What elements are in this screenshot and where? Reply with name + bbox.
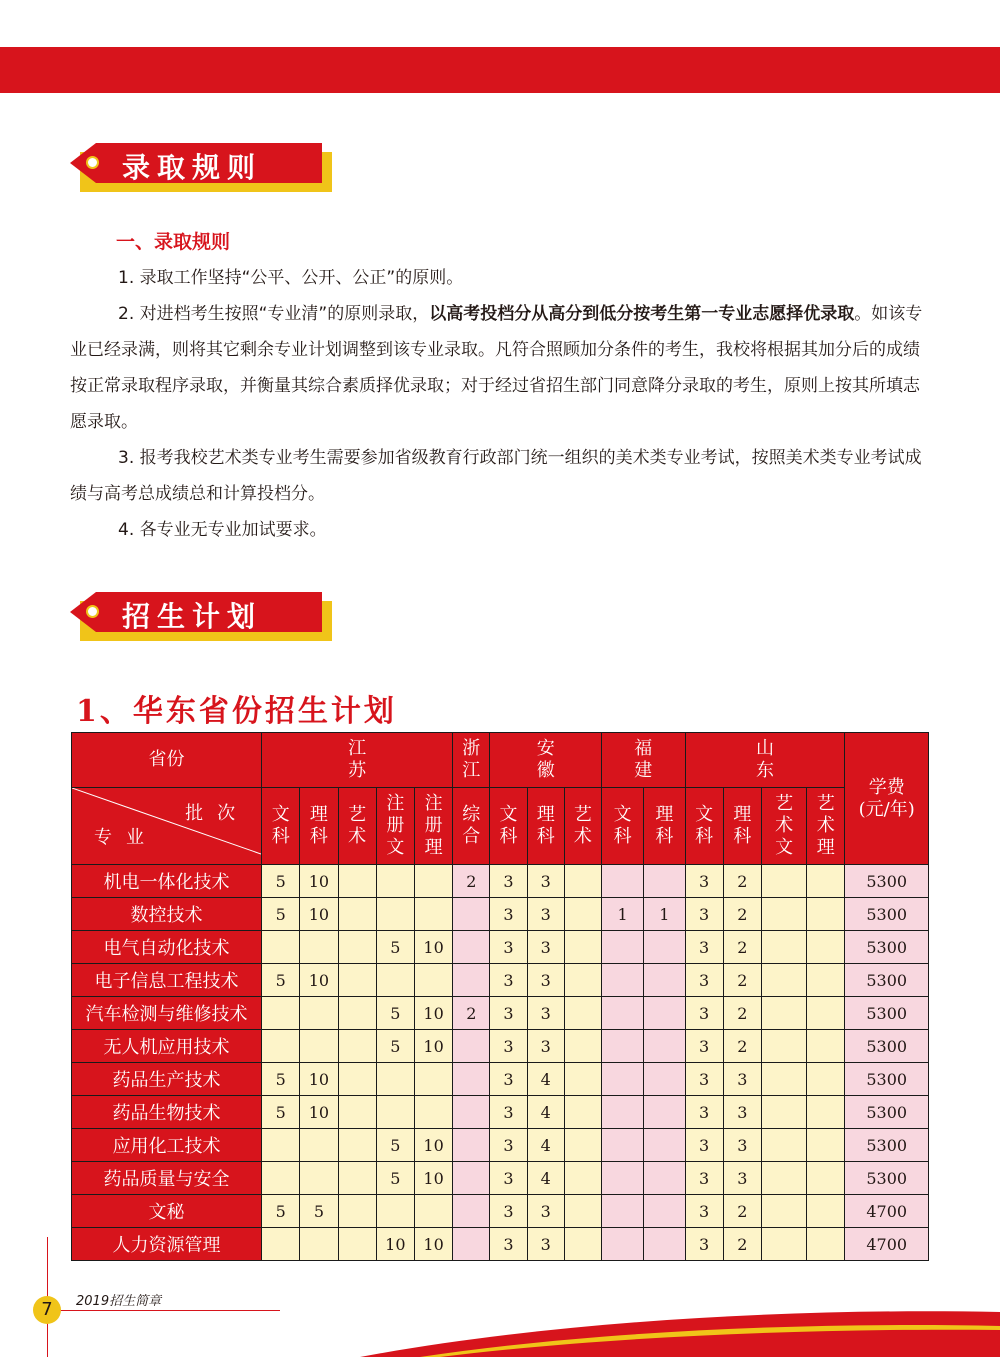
quota-cell [644,1096,685,1129]
quota-cell [564,964,601,997]
table-row [72,1096,929,1129]
quota-cell [414,1063,452,1096]
quota-cell [453,931,490,964]
quota-cell [761,1162,806,1195]
header-batch-major [72,788,262,865]
table-row [72,1228,929,1261]
quota-cell: 5 [262,898,300,931]
quota-cell: 3 [490,1162,527,1195]
table-row [72,865,929,898]
quota-cell [376,865,414,898]
quota-cell: 5 [262,964,300,997]
quota-cell [644,931,685,964]
quota-cell [564,1030,601,1063]
quota-cell [338,1228,376,1261]
quota-cell [262,931,300,964]
quota-cell [453,1030,490,1063]
section-title-rules: 录取规则 [122,151,263,184]
header-column: 文 科 [602,788,644,865]
quota-cell [376,964,414,997]
header-column: 艺 术 理 [807,788,845,865]
header-province-fujian: 福 建 [602,733,685,788]
quota-cell: 3 [527,865,564,898]
rules-paragraph-2: 2. 对进档考生按照“专业清”的原则录取，以高考投档分从高分到低分按考生第一专业志愿择优录取。如该专业已经录满，则将其它剩余专业计划调整到该专业录取。凡符合照顾加分条件的考生，我校将根据其加分后的成绩按正常录取程序录取，并衡量其综合素质择优录取；对于经过省招生部门同意降分录取的考生，原则上按其所填志愿录取。 [70,304,923,432]
quota-cell [376,898,414,931]
quota-cell: 3 [685,1228,723,1261]
quota-cell: 5 [262,865,300,898]
quota-cell: 3 [685,1030,723,1063]
quota-cell: 3 [490,964,527,997]
quota-cell: 4 [527,1129,564,1162]
quota-cell: 3 [685,931,723,964]
quota-cell [602,1063,644,1096]
major-name: 机电一体化技术 [72,865,262,898]
quota-cell [602,1096,644,1129]
quota-cell [376,1063,414,1096]
quota-cell [761,1228,806,1261]
quota-cell [262,1162,300,1195]
quota-cell [300,931,338,964]
quota-cell [761,865,806,898]
table-row [72,1195,929,1228]
quota-cell [262,1030,300,1063]
quota-cell: 2 [453,997,490,1030]
quota-cell [564,1129,601,1162]
quota-cell [602,865,644,898]
quota-cell: 3 [685,1129,723,1162]
footer-swoosh [0,1300,1000,1357]
quota-cell: 3 [527,898,564,931]
major-name: 文秘 [72,1195,262,1228]
quota-cell [644,997,685,1030]
fee-cell: 5300 [845,865,929,898]
major-name: 汽车检测与维修技术 [72,997,262,1030]
rules-paragraph-4: 4. 各专业无专业加试要求。 [118,520,327,540]
quota-cell [761,964,806,997]
quota-cell [602,1195,644,1228]
quota-cell [453,898,490,931]
quota-cell: 10 [414,997,452,1030]
quota-cell: 10 [300,898,338,931]
quota-cell [807,1228,845,1261]
plan-heading: 1、华东省份招生计划 [76,694,397,729]
quota-cell [414,1096,452,1129]
quota-cell [300,1162,338,1195]
quota-cell: 3 [490,898,527,931]
header-column: 综 合 [453,788,490,865]
quota-cell: 5 [376,1162,414,1195]
quota-cell: 2 [723,931,761,964]
quota-cell [807,1096,845,1129]
quota-cell [564,1228,601,1261]
quota-cell [602,931,644,964]
header-column: 艺 术 [338,788,376,865]
quota-cell: 2 [723,997,761,1030]
quota-cell: 3 [527,1195,564,1228]
quota-cell [453,1195,490,1228]
quota-cell: 5 [262,1096,300,1129]
quota-cell [262,997,300,1030]
quota-cell: 3 [723,1129,761,1162]
major-name: 数控技术 [72,898,262,931]
quota-cell [761,1063,806,1096]
quota-cell: 3 [685,865,723,898]
quota-cell [262,1228,300,1261]
quota-cell: 3 [685,997,723,1030]
header-column: 注 册 理 [414,788,452,865]
quota-cell: 3 [685,1063,723,1096]
quota-cell [602,997,644,1030]
quota-cell: 10 [414,1162,452,1195]
quota-cell: 2 [723,1030,761,1063]
quota-cell [602,964,644,997]
quota-cell [414,898,452,931]
quota-cell [807,898,845,931]
header-province-jiangsu: 江 苏 [262,733,453,788]
fee-cell: 5300 [845,1162,929,1195]
section-banner-plan [70,592,332,636]
quota-cell: 3 [490,1063,527,1096]
fee-cell: 5300 [845,964,929,997]
quota-cell [761,931,806,964]
fee-cell: 4700 [845,1228,929,1261]
quota-cell [564,931,601,964]
quota-cell [644,1030,685,1063]
quota-cell: 2 [723,898,761,931]
quota-cell [761,1030,806,1063]
quota-cell [807,1129,845,1162]
quota-cell [453,1228,490,1261]
quota-cell [338,898,376,931]
quota-cell: 5 [262,1063,300,1096]
header-province: 省份 [72,733,262,788]
quota-cell: 5 [376,997,414,1030]
quota-cell [602,1228,644,1261]
quota-cell: 3 [490,931,527,964]
quota-cell [761,1096,806,1129]
quota-cell: 5 [300,1195,338,1228]
quota-cell: 3 [685,964,723,997]
quota-cell: 4 [527,1162,564,1195]
major-name: 药品生产技术 [72,1063,262,1096]
quota-cell: 10 [376,1228,414,1261]
quota-cell: 10 [414,931,452,964]
quota-cell: 5 [376,931,414,964]
quota-cell [644,1162,685,1195]
fee-cell: 4700 [845,1195,929,1228]
header-batch: 批次 [185,803,250,824]
quota-cell [564,1195,601,1228]
header-column: 艺 术 [564,788,601,865]
header-column: 理 科 [644,788,685,865]
fee-cell: 5300 [845,1096,929,1129]
header-province-shandong: 山 东 [685,733,845,788]
bullet-dot-icon [86,156,99,169]
quota-cell [300,1129,338,1162]
header-major: 专业 [94,827,158,848]
quota-cell: 10 [414,1129,452,1162]
quota-cell: 3 [723,1162,761,1195]
quota-cell: 5 [262,1195,300,1228]
quota-cell [300,997,338,1030]
quota-cell: 2 [723,1228,761,1261]
quota-cell [338,1096,376,1129]
quota-cell [338,1063,376,1096]
quota-cell: 3 [490,1030,527,1063]
quota-cell [564,1162,601,1195]
quota-cell [564,865,601,898]
quota-cell [602,1162,644,1195]
table-row [72,964,929,997]
quota-cell [602,1030,644,1063]
major-name: 电子信息工程技术 [72,964,262,997]
major-name: 无人机应用技术 [72,1030,262,1063]
table-row [72,1030,929,1063]
quota-cell [338,865,376,898]
fee-cell: 5300 [845,1063,929,1096]
quota-cell: 3 [527,1228,564,1261]
enrollment-plan-table [71,732,929,1261]
rules-paragraph-3: 3. 报考我校艺术类专业考生需要参加省级教育行政部门统一组织的美术类专业考试，按照美术类专业考试成绩与高考总成绩总和计算投档分。 [70,448,922,504]
quota-cell: 3 [490,997,527,1030]
quota-cell [414,1195,452,1228]
quota-cell [338,964,376,997]
quota-cell: 3 [527,997,564,1030]
quota-cell: 3 [490,1129,527,1162]
fee-cell: 5300 [845,931,929,964]
quota-cell: 3 [490,1228,527,1261]
quota-cell: 3 [685,1162,723,1195]
table-row [72,997,929,1030]
header-column: 文 科 [262,788,300,865]
quota-cell: 10 [300,964,338,997]
quota-cell: 3 [527,1030,564,1063]
header-column: 理 科 [300,788,338,865]
header-column: 理 科 [527,788,564,865]
quota-cell [453,1063,490,1096]
quota-cell: 10 [300,865,338,898]
header-column: 文 科 [490,788,527,865]
header-column: 艺 术 文 [761,788,806,865]
quota-cell: 2 [723,865,761,898]
quota-cell: 1 [602,898,644,931]
quota-cell: 3 [685,898,723,931]
quota-cell [453,964,490,997]
quota-cell: 3 [527,964,564,997]
quota-cell: 10 [414,1228,452,1261]
quota-cell [300,1228,338,1261]
quota-cell [564,898,601,931]
major-name: 药品生物技术 [72,1096,262,1129]
fee-cell: 5300 [845,898,929,931]
quota-cell [338,997,376,1030]
section-title-plan: 招生计划 [122,600,263,633]
table-row [72,1063,929,1096]
quota-cell [338,1129,376,1162]
quota-cell: 5 [376,1129,414,1162]
quota-cell [414,865,452,898]
header-fee: 学费 (元/年) [845,733,929,865]
bullet-dot-icon [86,605,99,618]
footer-title: 2019招生简章 [76,1294,162,1309]
quota-cell: 2 [723,1195,761,1228]
quota-cell [644,1129,685,1162]
major-name: 人力资源管理 [72,1228,262,1261]
quota-cell [338,1195,376,1228]
quota-cell [761,1195,806,1228]
quota-cell [807,1063,845,1096]
quota-cell: 3 [527,931,564,964]
quota-cell [761,1129,806,1162]
quota-cell [564,1063,601,1096]
quota-cell: 3 [723,1096,761,1129]
quota-cell: 3 [685,1096,723,1129]
quota-cell: 4 [527,1063,564,1096]
quota-cell: 5 [376,1030,414,1063]
quota-cell [453,1162,490,1195]
quota-cell [564,1096,601,1129]
quota-cell: 1 [644,898,685,931]
quota-cell [564,997,601,1030]
section-banner-rules [70,143,332,187]
quota-cell: 2 [453,865,490,898]
quota-cell [453,1096,490,1129]
quota-cell [644,1228,685,1261]
quota-cell [376,1195,414,1228]
quota-cell [761,997,806,1030]
quota-cell [376,1096,414,1129]
quota-cell [761,898,806,931]
quota-cell [414,964,452,997]
quota-cell [807,931,845,964]
quota-cell [300,1030,338,1063]
major-name: 药品质量与安全 [72,1162,262,1195]
quota-cell: 3 [490,1096,527,1129]
quota-cell [644,1195,685,1228]
header-column: 文 科 [685,788,723,865]
quota-cell [338,931,376,964]
fee-cell: 5300 [845,997,929,1030]
table-row [72,1129,929,1162]
quota-cell [644,1063,685,1096]
quota-cell: 4 [527,1096,564,1129]
header-column: 理 科 [723,788,761,865]
quota-cell [807,997,845,1030]
quota-cell [338,1030,376,1063]
page-number: 7 [33,1296,61,1324]
rules-subheading: 一、录取规则 [116,231,231,253]
fee-cell: 5300 [845,1030,929,1063]
quota-cell: 3 [685,1195,723,1228]
quota-cell [807,1195,845,1228]
table-row [72,1162,929,1195]
quota-cell [602,1129,644,1162]
quota-cell: 10 [300,1063,338,1096]
quota-cell: 10 [414,1030,452,1063]
quota-cell: 10 [300,1096,338,1129]
quota-cell [807,964,845,997]
quota-cell [807,1162,845,1195]
quota-cell [807,1030,845,1063]
quota-cell: 2 [723,964,761,997]
top-red-band [0,47,1000,93]
quota-cell [644,964,685,997]
quota-cell: 3 [490,865,527,898]
quota-cell [262,1129,300,1162]
header-column: 注 册 文 [376,788,414,865]
rules-body [70,224,930,548]
rules-paragraph-1: 1. 录取工作坚持“公平、公开、公正”的原则。 [118,268,464,288]
header-province-anhui: 安 徽 [490,733,602,788]
quota-cell: 3 [490,1195,527,1228]
major-name: 电气自动化技术 [72,931,262,964]
table-row [72,898,929,931]
quota-cell: 3 [723,1063,761,1096]
quota-cell [453,1129,490,1162]
quota-cell [644,865,685,898]
quota-cell [807,865,845,898]
header-province-zhejiang: 浙 江 [453,733,490,788]
fee-cell: 5300 [845,1129,929,1162]
major-name: 应用化工技术 [72,1129,262,1162]
quota-cell [338,1162,376,1195]
table-row [72,931,929,964]
